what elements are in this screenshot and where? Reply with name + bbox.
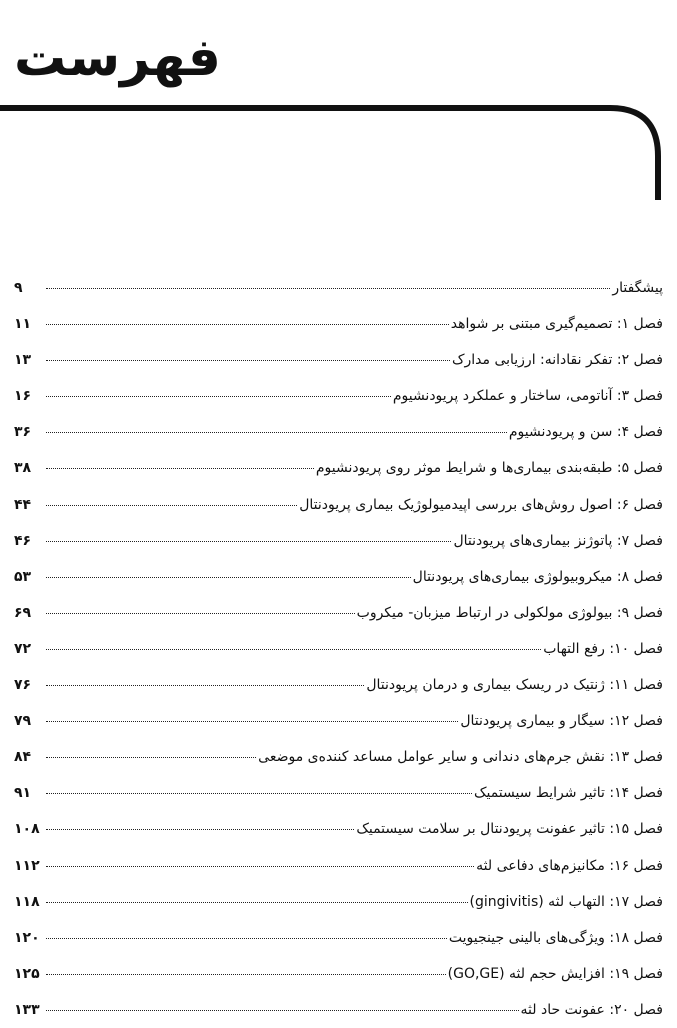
toc-entry-title[interactable]: فصل ۱۹: افزایش حجم لثه (GO,GE) [447, 965, 663, 982]
toc-entry-title[interactable]: فصل ۱۴: تاثیر شرایط سیستمیک [473, 785, 663, 802]
dot-leader [46, 721, 458, 722]
toc-entry-title[interactable]: فصل ۱: تصمیم‌گیری مبتنی بر شواهد [450, 316, 663, 333]
page-title: فهرست [14, 28, 221, 88]
dot-leader [46, 685, 364, 686]
dot-leader [46, 793, 472, 794]
toc-entry-page: ۱۲۰ [14, 929, 40, 946]
header-rule-line [0, 108, 658, 200]
toc-entry-page: ۴۴ [14, 496, 32, 513]
toc-entry-page: ۳۶ [14, 424, 32, 441]
toc-entry[interactable] [14, 595, 663, 631]
dot-leader [46, 396, 391, 397]
toc-entry-page: ۱۳ [14, 352, 32, 369]
toc-entry-title[interactable]: فصل ۱۳: نقش جرم‌های دندانی و سایر عوامل مساعد کننده‌ی موضعی [258, 749, 663, 766]
dot-leader [46, 432, 507, 433]
toc-entry[interactable] [14, 956, 663, 992]
toc-entry-page: ۶۹ [14, 604, 32, 621]
toc-entry[interactable] [14, 631, 663, 667]
dot-leader [46, 505, 297, 506]
dot-leader [46, 468, 314, 469]
dot-leader [46, 829, 354, 830]
toc-entry[interactable] [14, 920, 663, 956]
toc-entry-title[interactable]: فصل ۱۸: ویژگی‌های بالینی جینجیویت [448, 929, 663, 946]
toc-entry[interactable] [14, 992, 663, 1028]
toc-entry[interactable] [14, 378, 663, 414]
dot-leader [46, 288, 610, 289]
toc-entry[interactable] [14, 884, 663, 920]
toc-entry-page: ۷۲ [14, 640, 32, 657]
toc-entry[interactable] [14, 811, 663, 847]
toc-entry-title[interactable]: فصل ۱۲: سیگار و بیماری پریودنتال [460, 713, 663, 730]
toc-entry[interactable] [14, 848, 663, 884]
toc-entry-page: ۹ [14, 280, 23, 296]
toc-entry-page: ۵۳ [14, 568, 32, 585]
dot-leader [46, 757, 256, 758]
toc-entry-title[interactable]: فصل ۱۷: التهاب لثه (gingivitis) [469, 893, 663, 910]
toc-entry-title[interactable]: فصل ۳: آناتومی، ساختار و عملکرد پریودنشیوم [392, 388, 663, 405]
toc-entry-title[interactable]: فصل ۶: اصول روش‌های بررسی اپیدمیولوژیک بیماری پریودنتال [299, 496, 663, 513]
toc-entry-page: ۱۱۸ [14, 893, 40, 910]
toc-entry[interactable] [14, 775, 663, 811]
toc-entry[interactable] [14, 414, 663, 450]
dot-leader [46, 649, 541, 650]
toc-entry-title[interactable]: فصل ۱۰: رفع التهاب [543, 640, 663, 657]
dot-leader [46, 938, 447, 939]
toc-entry-page: ۷۹ [14, 713, 32, 730]
toc-entry[interactable] [14, 342, 663, 378]
toc-entry-title[interactable]: فصل ۲: تفکر نقادانه: ارزیابی مدارک [451, 352, 663, 369]
dot-leader [46, 613, 355, 614]
dot-leader [46, 324, 449, 325]
dot-leader [46, 866, 474, 867]
toc-entry-page: ۱۱۲ [14, 857, 40, 874]
dot-leader [46, 541, 451, 542]
toc-entry[interactable] [14, 523, 663, 559]
toc-entry-page: ۱۳۳ [14, 1001, 40, 1018]
toc-entry-title[interactable]: فصل ۸: میکروبیولوژی بیماری‌های پریودنتال [412, 568, 663, 585]
toc-entry[interactable] [14, 306, 663, 342]
toc-entry-page: ۴۶ [14, 532, 32, 549]
dot-leader [46, 360, 450, 361]
dot-leader [46, 974, 446, 975]
toc-entry-title[interactable]: فصل ۱۵: تاثیر عفونت پریودنتال بر سلامت سیستمیک [356, 821, 663, 838]
toc-entry[interactable] [14, 450, 663, 486]
toc-entry[interactable] [14, 559, 663, 595]
toc-entry-title[interactable]: فصل ۱۱: ژنتیک در ریسک بیماری و درمان پریودنتال [366, 677, 663, 694]
toc-entry-page: ۱۱ [14, 316, 32, 333]
toc-entry-page: ۱۰۸ [14, 821, 40, 838]
dot-leader [46, 577, 411, 578]
toc-entry[interactable] [14, 487, 663, 523]
dot-leader [46, 902, 468, 903]
toc-entry[interactable] [14, 703, 663, 739]
toc-entry-page: ۸۴ [14, 749, 32, 766]
toc-entry-title[interactable]: فصل ۲۰: عفونت حاد لثه [520, 1001, 663, 1018]
toc-entry-title[interactable]: فصل ۷: پاتوژنز بیماری‌های پریودنتال [453, 532, 663, 549]
toc-entry-page: ۹۱ [14, 785, 32, 802]
toc-entry[interactable] [14, 739, 663, 775]
toc-entry-page: ۷۶ [14, 677, 32, 694]
toc-entry-page: ۳۸ [14, 460, 32, 477]
dot-leader [46, 1010, 519, 1011]
table-of-contents [14, 270, 663, 1028]
toc-entry[interactable] [14, 270, 663, 306]
toc-entry-title[interactable]: فصل ۵: طبقه‌بندی بیماری‌ها و شرایط موثر روی پریودنشیوم [315, 460, 663, 477]
toc-entry-title[interactable]: فصل ۱۶: مکانیزم‌های دفاعی لثه [476, 857, 663, 874]
toc-entry-title[interactable]: پیشگفتار [612, 280, 663, 296]
toc-entry-title[interactable]: فصل ۴: سن و پریودنشیوم [508, 424, 663, 441]
toc-entry-page: ۱۶ [14, 388, 32, 405]
toc-entry-page: ۱۲۵ [14, 965, 40, 982]
toc-entry[interactable] [14, 667, 663, 703]
toc-entry-title[interactable]: فصل ۹: بیولوژی مولکولی در ارتباط میزبان- میکروب [356, 604, 663, 621]
